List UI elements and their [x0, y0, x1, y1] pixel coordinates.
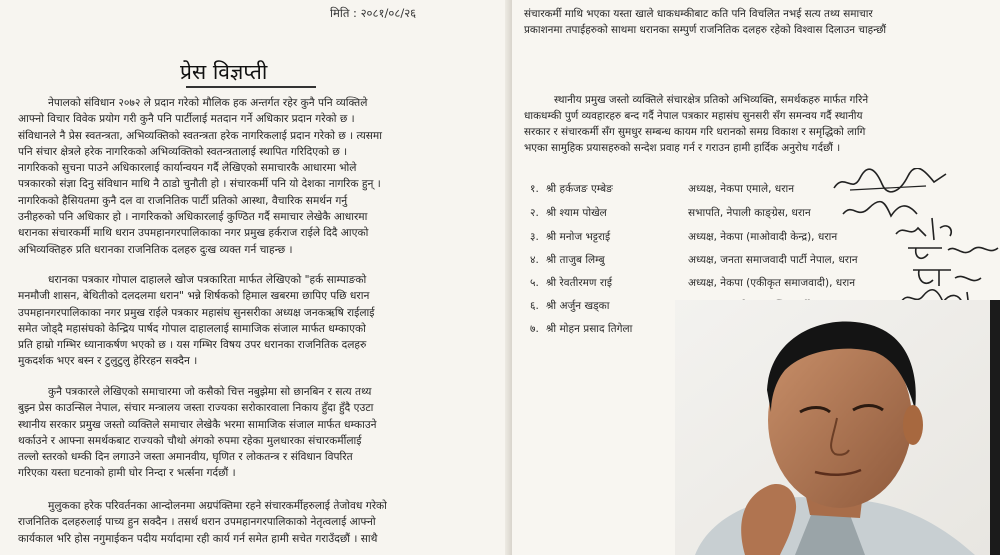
paragraph-line: बुझ्न प्रेस काउन्सिल नेपाल, संचार मन्त्रालय जस्ता राज्यका सरोकारवाला निकाय हुँदा हुँदै एउटा: [18, 402, 374, 415]
signature-mark: [892, 214, 1000, 242]
document-date: मिति : २०८१/०८/२६: [330, 6, 417, 20]
signatory-position: अध्यक्ष, नेकपा (माओवादी केन्द्र), धरान: [688, 231, 838, 243]
signatory-number: ३.: [530, 231, 539, 243]
paragraph-line: भएका सामुहिक प्रयासहरुको सन्देश प्रवाह गर्न र गराउन हामी हार्दिक अनुरोध गर्दछौं ।: [524, 142, 841, 154]
signatory-number: ६.: [530, 300, 539, 312]
signatory-row: [530, 276, 856, 294]
signatory-row: [530, 182, 795, 200]
paragraph-line: कुनै पत्रकारले लेखिएको समाचारमा जो कसैको चित्त नबुझेमा सो छानबिन र सत्य तथ्य: [48, 386, 372, 398]
paragraph-line: धरानका संचारकर्मी माथि धरान उपमहानगरपालिकाका नगर प्रमुख हर्कराज राईले दिदै आएको: [18, 227, 369, 240]
paragraph-line: राजनितिक दलहरुलाई पाच्य हुन सक्दैन । तसर्थ धरान उपमहानगरपालिकाको नेतृत्वलाई आफ्नो: [18, 516, 376, 529]
signatory-name: श्री मनोज भट्टराई: [546, 231, 611, 243]
paragraph-1: [18, 95, 490, 258]
signature-mark: [830, 168, 950, 196]
paragraph-line: प्रति हाम्रो गम्भिर ध्यानाकर्षण भएको छ । यस गम्भिर विषय उपर धरानका राजनितिक दलहरु: [18, 339, 367, 352]
paragraph-line: गरिएका यस्ता घटनाको हामी घोर निन्दा र भर्त्सना गर्दछौं ।: [18, 467, 236, 480]
paragraph-4: [18, 498, 490, 547]
signatory-row: [530, 206, 811, 224]
paragraph-line: सरकार र संचारकर्मी सँग सुमधुर सम्बन्ध कायम गरि धरानको समग्र विकाश र समृद्धिको लागि: [524, 126, 866, 138]
paragraph-line: पत्रकारको संज्ञा दिनु संविधान माथि नै ठाडो चुनौती हो । संचारकर्मी पनि यो देशका नागरिक हुन् ।: [18, 178, 381, 191]
paragraph-line: मनमौजी शासन, बेथितीको दलदलमा धरान" भन्ने शिर्षकको हिमाल खबरमा छापिए पछि धरान: [18, 290, 370, 303]
signatory-name: श्री ताजुब लिम्बु: [546, 254, 605, 266]
document-title: प्रेस विज्ञप्ती: [180, 60, 268, 84]
signatory-position: सभापति, नेपाली काङ्ग्रेस, धरान: [688, 207, 811, 219]
signatory-row: [530, 322, 633, 340]
paragraph-line: नेपालको संविधान २०७२ ले प्रदान गरेको मौलिक हक अन्तर्गत रहेर कुनै पनि व्यक्तिले: [48, 97, 368, 109]
paragraph-line: समेत जोड्दै महासंघको केन्द्रिय पार्षद गोपाल दाहाललाई सामाजिक संजाल मार्फत धम्काएको: [18, 322, 366, 335]
paragraph-line: संविधानले नै प्रेस स्वतन्त्रता, अभिव्यक्तिको स्वतन्त्रता हरेक नागरिकलाई प्रदान गरेको छ । त्यसमा: [18, 129, 382, 142]
paragraph-line: कार्यकाल भरि होस नगुमाईकन पदीय मर्यादामा रही कार्य गर्न समेत हामी सचेत गराउँदछौं । साथै: [18, 532, 378, 545]
signatory-row: [530, 253, 858, 271]
paragraph-line: नागरिकको सुचना पाउने अधिकारलाई कार्यान्वयन गर्दै लेखिएको समाचारकै आधारमा भोले: [18, 162, 357, 175]
signatory-name: श्री हर्कजङ एम्बेङ: [546, 183, 613, 195]
signatory-position: अध्यक्ष, जनता समाजवादी पार्टी नेपाल, धरान: [688, 254, 858, 266]
paragraph-line: मुलुकका हरेक परिवर्तनका आन्दोलनमा अग्रपंक्तिमा रहने संचारकर्मीहरुलाई तेजोवध गरेको: [48, 500, 387, 512]
paragraph-line: उनीहरुको पनि अधिकार हो । नागरिकको अधिकारलाई कुण्ठित गर्दै समाचार लेखेकै आधारमा: [18, 211, 368, 224]
signatory-number: १.: [530, 183, 539, 195]
paragraph-line: उपमहानगरपालिकाका नगर प्रमुख राईले पत्रकार महासंघ सुनसरीका अध्यक्ष जनकऋषि राईलाई: [18, 306, 375, 319]
paragraph-line: प्रकाशनमा तपाईहरुको साथमा धरानका सम्पुर्ण राजनितिक दलहरु रहेको विश्वास दिलाउन चाहन्छौं: [524, 24, 887, 36]
signatory-name: श्री अर्जुन खड्का: [546, 300, 610, 312]
paragraph-line: धरानका पत्रकार गोपाल दाहालले खोज पत्रकारिता मार्फत लेखिएको "हर्क साम्पाङको: [48, 274, 367, 286]
paragraph-line: आफ्नो विचार विवेक प्रयोग गरी कुनै पनि पार्टीलाई मतदान गर्ने अधिकार प्रदान गरेको छ ।: [18, 113, 355, 126]
paragraph-line: तल्लो स्तरको धम्की दिन लगाउने जस्ता अमानवीय, घृणित र लोकतन्त्र र संविधान विपरित: [18, 451, 353, 464]
signatory-name: श्री मोहन प्रसाद तिगेला: [546, 323, 633, 335]
paragraph-line: मुकदर्शक भएर बस्न र टुलुटुलु हेरिरहन सक्दैन ।: [18, 355, 198, 368]
paragraph-continued: [524, 6, 964, 38]
signatory-name: श्री श्याम पोखेल: [546, 207, 607, 219]
signatory-row: [530, 299, 610, 317]
paragraph-2: [18, 272, 490, 370]
signatory-number: ७.: [530, 323, 539, 335]
title-underline: [186, 86, 316, 88]
portrait-photo: [675, 300, 1000, 555]
signatory-position: अध्यक्ष, नेकपा (एकीकृत समाजवादी), धरान: [688, 277, 856, 289]
paragraph-line: थर्काउने र आफ्ना समर्थकबाट राज्यको चौथो अंगको रुपमा रहेका मुलधारका संचारकर्मीलाई: [18, 434, 362, 447]
paragraph-line: स्थानीय सरकार प्रमुख जस्तो व्यक्तिले समाचार लेखेकै भरमा सामाजिक संजाल मार्फत धम्काउने: [18, 418, 377, 431]
signatory-number: ५.: [530, 277, 539, 289]
paragraph-line: स्थानीय प्रमुख जस्तो व्यक्तिले संचारक्षेत्र प्रतिको अभिव्यक्ति, समर्थकहरु मार्फत गरिने: [554, 94, 869, 106]
paragraph-line: धाकधम्की पुर्ण व्यवहारहरु बन्द गर्दै नेपाल पत्रकार महासंघ सुनसरी सँग समन्वय गर्दै स्थानीय: [524, 110, 863, 122]
paragraph-3: [18, 384, 490, 482]
signatory-name: श्री रेवतीरमण राई: [546, 277, 613, 289]
paragraph-request: [524, 92, 964, 156]
paragraph-line: नागरिकको हैसियतमा कुनै दल वा राजनितिक पार्टी प्रतिको आस्था, वैचारिक समर्थन गर्नु: [18, 194, 348, 207]
paragraph-line: पनि संचार क्षेत्रले हरेक नागरिकको अभिव्यक्तिको स्वतन्त्रतालाई स्थापित गरिदिएको छ ।: [18, 145, 348, 158]
signatory-position: अध्यक्ष, नेकपा एमाले, धरान: [688, 183, 795, 195]
signatory-row: [530, 230, 838, 248]
signatory-number: २.: [530, 207, 539, 219]
signatory-number: ४.: [530, 254, 539, 266]
paragraph-line: अभिव्यक्तिहरु प्रति धरानका राजनितिक दलहरु दुःख व्यक्त गर्न चाहन्छ ।: [18, 243, 293, 256]
paragraph-line: संचारकर्मी माथि भएका यस्ता खाले धाकधम्कीबाट कति पनि विचलित नभई सत्य तथ्य समाचार: [524, 8, 873, 20]
